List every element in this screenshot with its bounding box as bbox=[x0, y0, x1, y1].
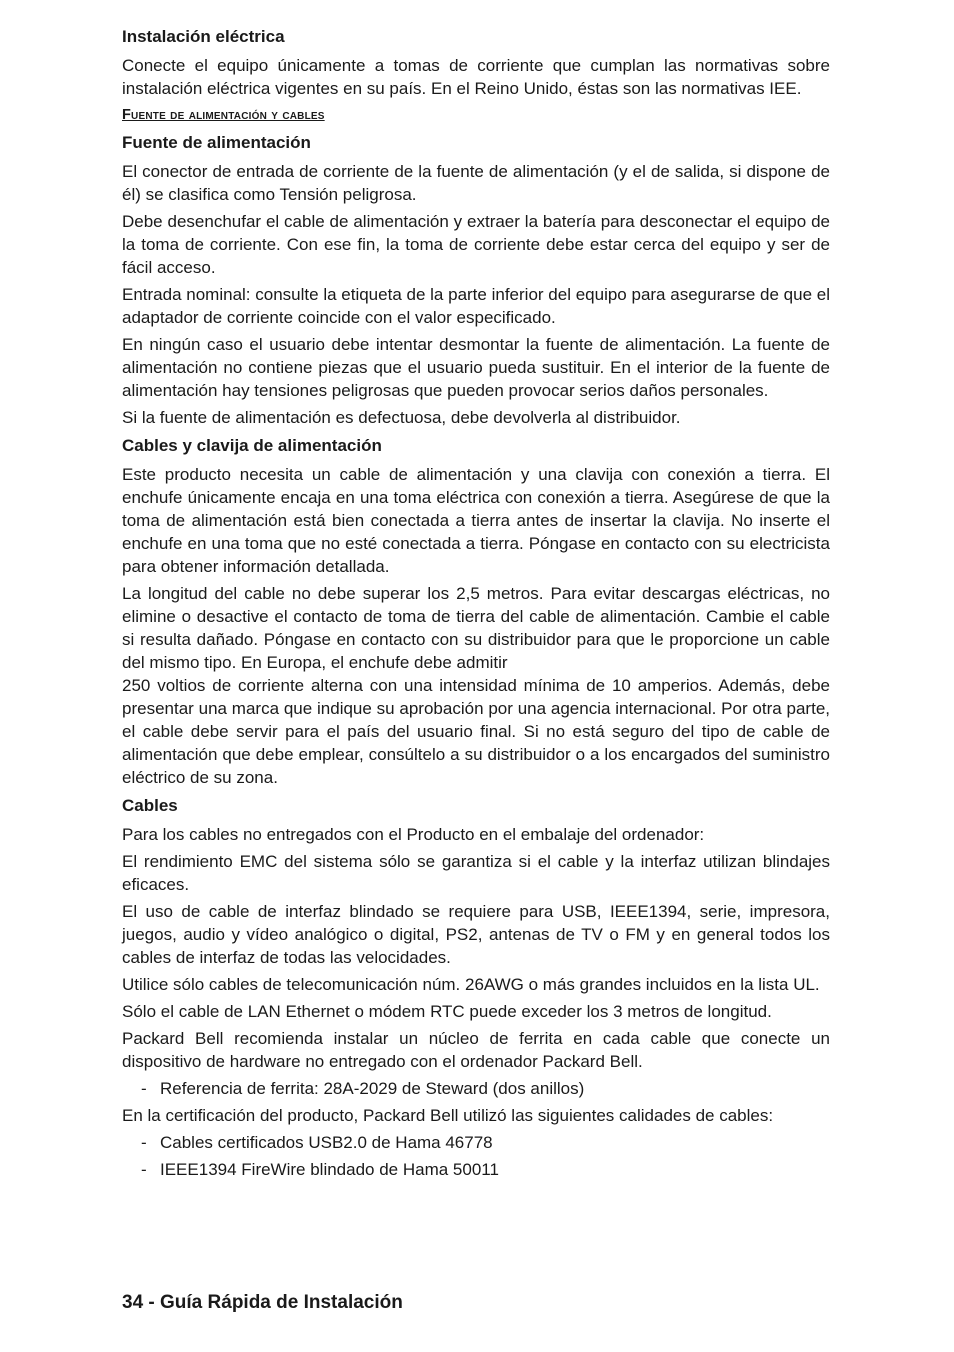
list-item bbox=[122, 1077, 830, 1100]
page-footer: 34 - Guía Rápida de Instalación bbox=[122, 1292, 403, 1313]
ferrite-list bbox=[122, 1077, 830, 1100]
paragraph-c-1: Para los cables no entregados con el Producto en el embalaje del ordenador: bbox=[122, 825, 705, 844]
paragraph-c-6: Packard Bell recomienda instalar un núcleo de ferrita en cada cable que conecte un dispositivo de hardware no entregado con el ordenador Packard Bell. bbox=[122, 1029, 830, 1071]
paragraph-c-7: En la certificación del producto, Packard Bell utilizó las siguientes calidades de cables: bbox=[122, 1106, 774, 1125]
paragraph-c-4: Utilice sólo cables de telecomunicación núm. 26AWG o más grandes incluidos en la lista UL. bbox=[122, 975, 820, 994]
list-item bbox=[122, 1131, 830, 1154]
paragraph-c-3: El uso de cable de interfaz blindado se requiere para USB, IEEE1394, serie, impresora, juegos, audio y vídeo analógico o digital, PS2, antenas de TV o FM y en general todos los cables de interfaz de todas las velocidades. bbox=[122, 902, 830, 967]
paragraph-c-2: El rendimiento EMC del sistema sólo se garantiza si el cable y la interfaz utilizan blindajes eficaces. bbox=[122, 852, 830, 894]
list-item-text: IEEE1394 FireWire blindado de Hama 50011 bbox=[160, 1160, 499, 1179]
paragraph-ps-3: Entrada nominal: consulte la etiqueta de la parte inferior del equipo para asegurarse de que el adaptador de corriente coincide con el valor especificado. bbox=[122, 285, 830, 327]
dash-marker: - bbox=[141, 1160, 147, 1179]
cables-list bbox=[122, 1131, 830, 1181]
paragraph-ps-5: Si la fuente de alimentación es defectuosa, debe devolverla al distribuidor. bbox=[122, 408, 681, 427]
document-page bbox=[122, 26, 830, 1185]
paragraph-ps-4: En ningún caso el usuario debe intentar desmontar la fuente de alimentación. La fuente de alimentación no contiene piezas que el usuario pueda sustituir. En el interior de la fuente de alimentación hay tensiones peligrosas que pueden provocar serios daños personales. bbox=[122, 335, 830, 400]
dash-marker: - bbox=[141, 1079, 147, 1098]
section-title: Fuente de alimentación y cables bbox=[122, 107, 325, 123]
list-item-text: Referencia de ferrita: 28A-2029 de Steward (dos anillos) bbox=[160, 1079, 585, 1098]
heading-power-supply: Fuente de alimentación bbox=[122, 133, 311, 152]
paragraph-cp-1: Este producto necesita un cable de alimentación y una clavija con conexión a tierra. El enchufe únicamente encaja en una toma eléctrica con conexión a tierra. Asegúrese de que la toma de alimentación está bien conectada a tierra antes de insertar la clavija. No inserte el enchufe en una toma que no esté conectada a tierra. Póngase en contacto con su electricista para obtener información detallada. bbox=[122, 465, 830, 576]
heading-cables-plug: Cables y clavija de alimentación bbox=[122, 436, 382, 455]
dash-marker: - bbox=[141, 1133, 147, 1152]
paragraph-cp-2a: La longitud del cable no debe superar los 2,5 metros. Para evitar descargas eléctricas, no elimine o desactive el contacto de toma de tierra del cable de alimentación. Cambie el cable si resulta dañado. Póngase en contacto con su distribuidor para que le proporcione un cable del mismo tipo. En Europa, el enchufe debe admitir bbox=[122, 584, 830, 672]
heading-installation: Instalación eléctrica bbox=[122, 27, 285, 46]
paragraph-cp-2b: 250 voltios de corriente alterna con una intensidad mínima de 10 amperios. Además, debe presentar una marca que indique su aprobación por una agencia internacional. Por otra parte, el cable debe servir para el país del usuario final. Si no está seguro del tipo de cable de alimentación que debe emplear, consúltelo a su distribuidor o a los encargados del suministro eléctrico de su zona. bbox=[122, 676, 830, 787]
list-item-text: Cables certificados USB2.0 de Hama 46778 bbox=[160, 1133, 493, 1152]
paragraph-installation: Conecte el equipo únicamente a tomas de corriente que cumplan las normativas sobre instalación eléctrica vigentes en su país. En el Reino Unido, éstas son las normativas IEE. bbox=[122, 56, 830, 98]
paragraph-ps-1: El conector de entrada de corriente de la fuente de alimentación (y el de salida, si dispone de él) se clasifica como Tensión peligrosa. bbox=[122, 162, 830, 204]
paragraph-ps-2: Debe desenchufar el cable de alimentación y extraer la batería para desconectar el equipo de la toma de corriente. Con ese fin, la toma de corriente debe estar cerca del equipo y ser de fácil acceso. bbox=[122, 212, 830, 277]
heading-cables: Cables bbox=[122, 796, 178, 815]
list-item bbox=[122, 1158, 830, 1181]
paragraph-c-5: Sólo el cable de LAN Ethernet o módem RTC puede exceder los 3 metros de longitud. bbox=[122, 1002, 772, 1021]
